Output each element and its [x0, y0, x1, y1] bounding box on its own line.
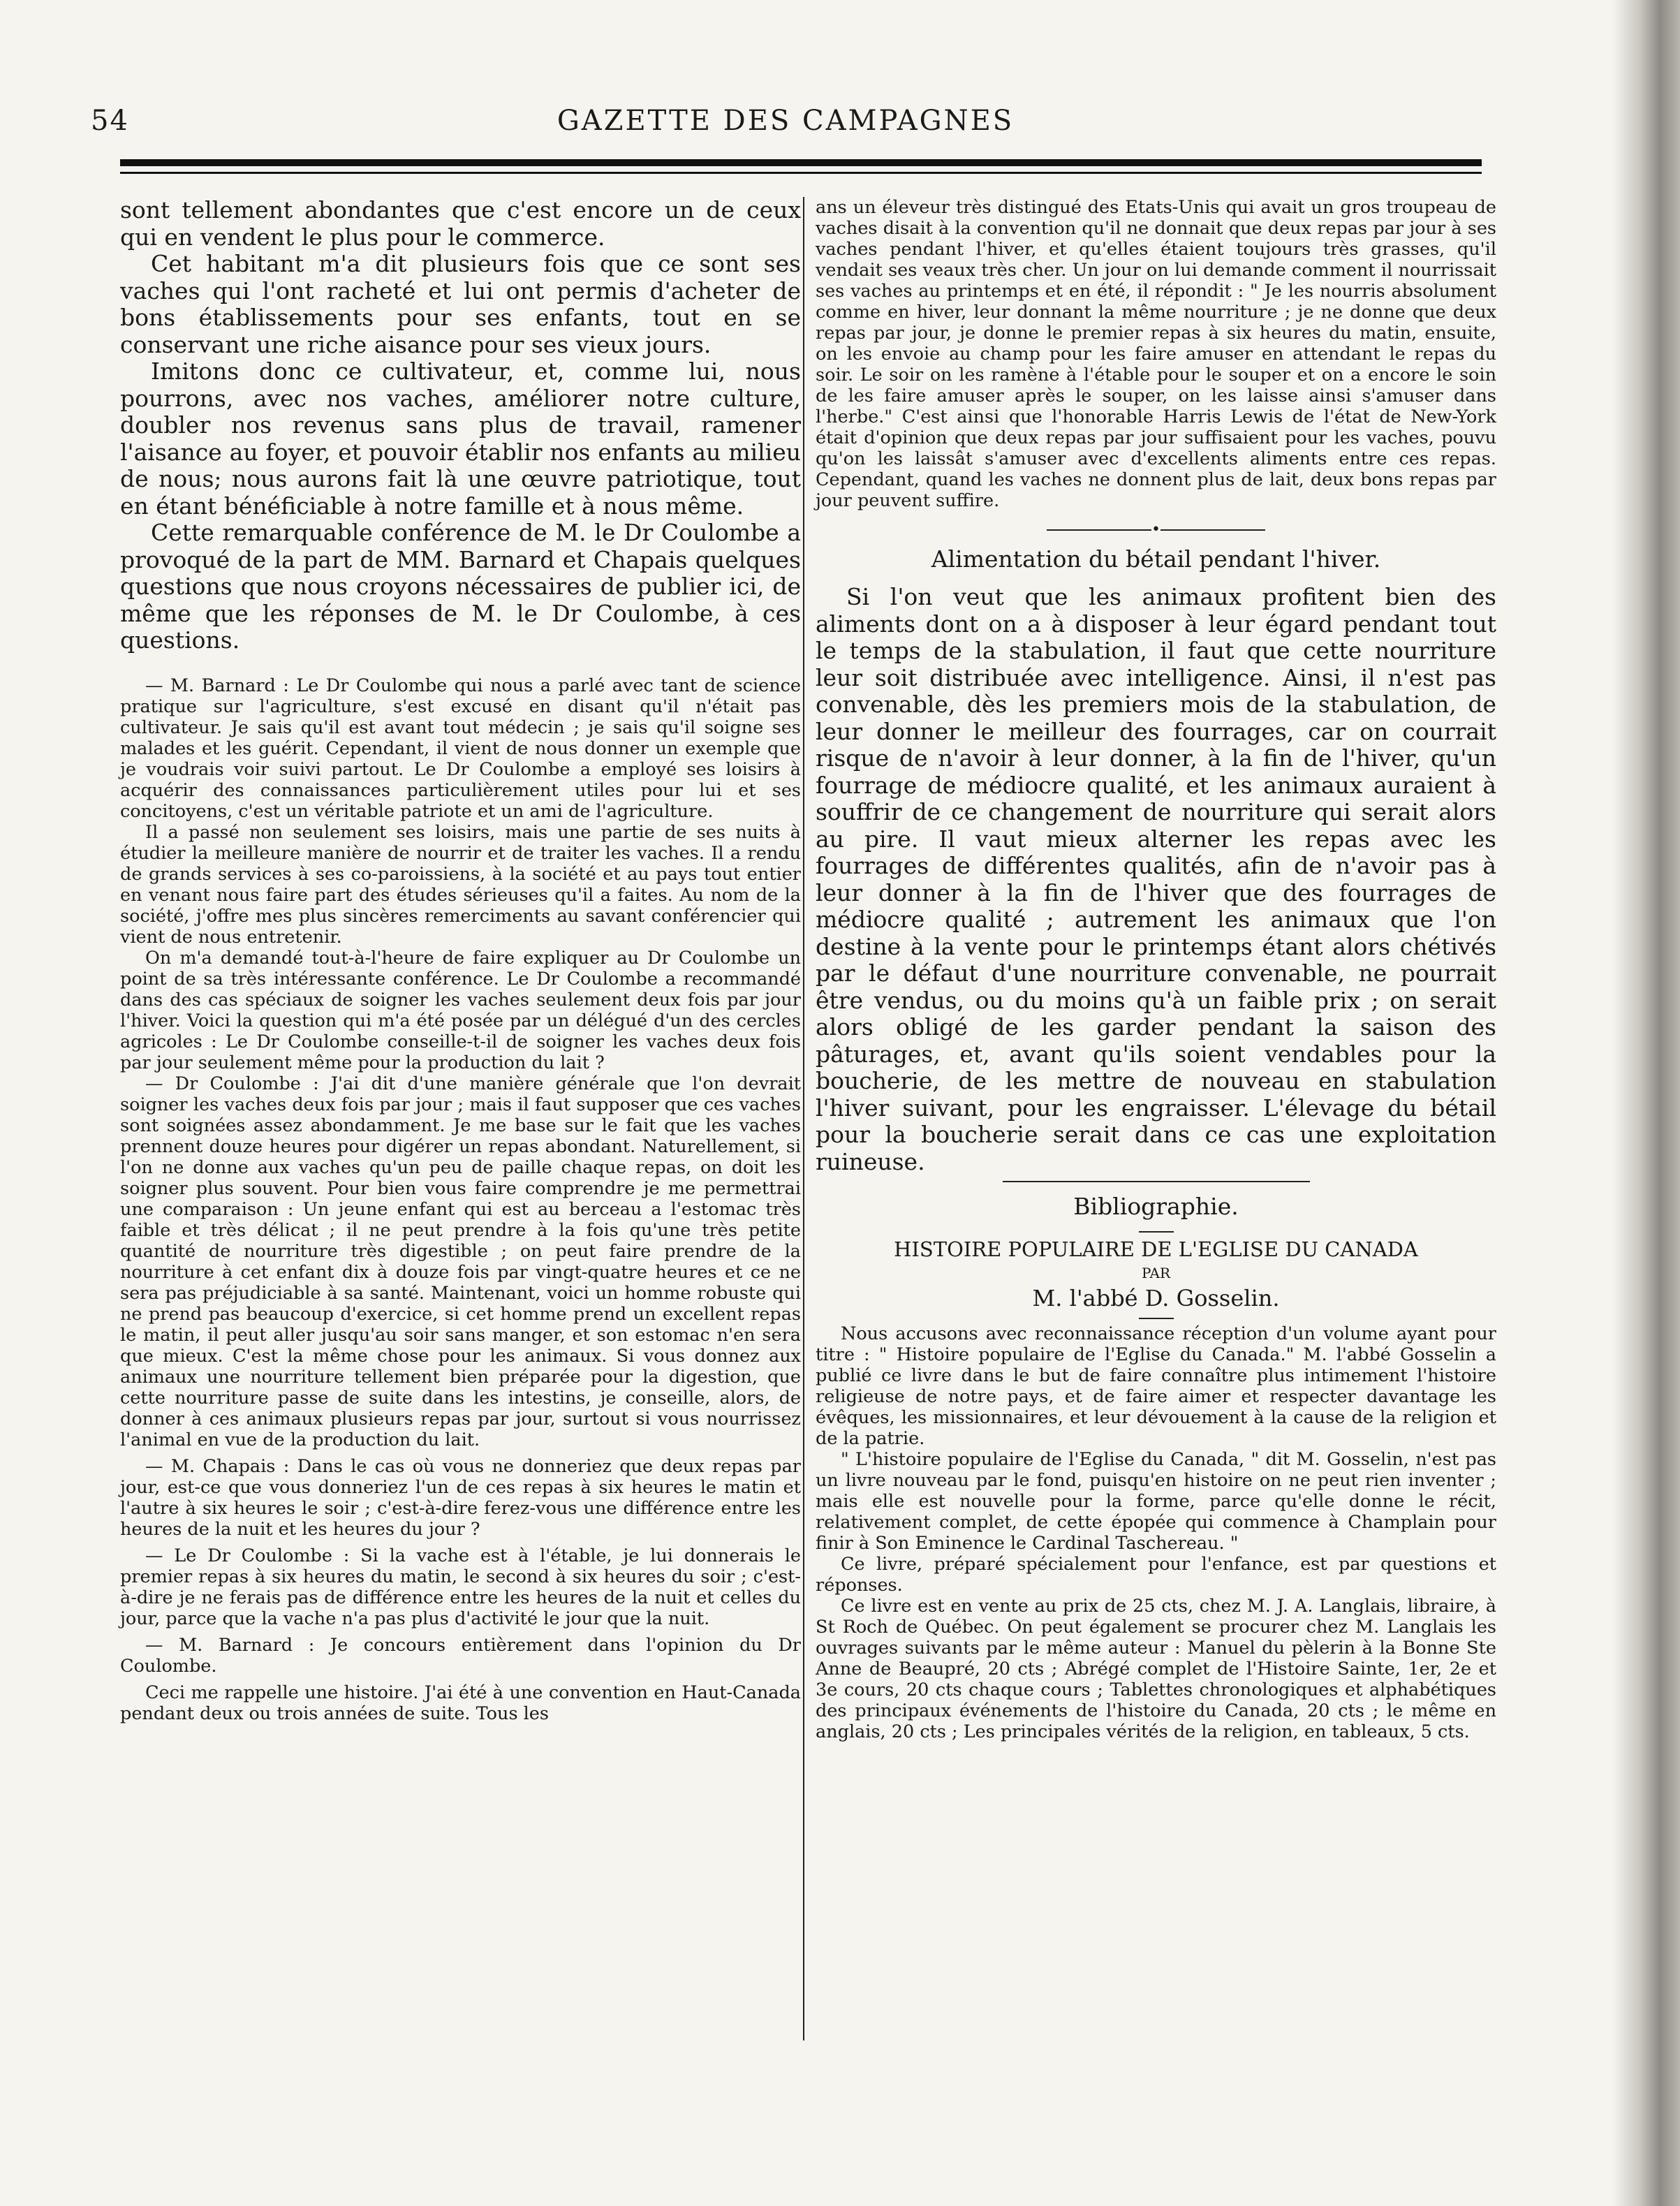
- continuation-paragraph: ans un éleveur très distingué des Etats-Unis qui avait un gros troupeau de vaches disait à la convention qu'il ne donnait que deux repas par jour à ses vaches pendant l'hiver, et qu'elles étaient toujours très grasses, qu'il vendait ses veaux très cher. Un jour on lui demande comment il nourrissait ses vaches au printemps et en été, il répondit : " Je les nourris absolument comme en hiver, leur donnant la même nourriture ; je ne donne que deux repas par jour, je donne le premier repas à six heures du matin, ensuite, on les envoie au champ pour les faire amuser en attendant le repas du soir. Le soir on les ramène à l'étable pour le souper et on a encore le soin de les faire amuser après le souper, on les laisse ainsi s'amuser dans l'herbe." C'est ainsi que l'honorable Harris Lewis de l'état de New-York était d'opinion que deux repas par jour suffisaient pour les vaches, pouvu qu'on les laissât s'amuser avec d'excellents aliments entre ces repas. Cependant, quand les vaches ne donnent plus de lait, deux bons repas par jour peuvent suffire.: [816, 197, 1496, 511]
- bibliography-paragraph: Ce livre, préparé spécialement pour l'enfance, est par questions et réponses.: [816, 1554, 1496, 1596]
- dialogue-paragraph: On m'a demandé tout-à-l'heure de faire expliquer au Dr Coulombe un point de sa très intéressante conférence. Le Dr Coulombe a recommandé dans des cas spéciaux de soigner les vaches seulement deux fois par jour l'hiver. Voici la question qui m'a été posée par un délégué d'un des cercles agricoles : Le Dr Coulombe conseille-t-il de soigner les vaches deux fois par jour seulement même pour la production du lait ?: [120, 947, 801, 1073]
- left-paragraph: Cet habitant m'a dit plusieurs fois que ce sont ses vaches qui l'ont racheté et lui ont permis d'acheter de bons établissements pour ses enfants, tout en se conservant une riche aisance pour ses vieux jours.: [120, 250, 801, 358]
- left-paragraph: sont tellement abondantes que c'est encore un de ceux qui en vendent le plus pour le commerce.: [120, 196, 801, 251]
- short-rule: [1139, 1318, 1174, 1319]
- left-column: [120, 197, 801, 1724]
- section-separator: •: [816, 520, 1496, 541]
- dialogue-paragraph: — M. Chapais : Dans le cas où vous ne donneriez que deux repas par jour, est-ce que vous donneriez l'un de ces repas à six heures le matin et l'autre à six heures le soir ; c'est-à-dire ferez-vous une différence entre les heures de la nuit et les heures du jour ?: [120, 1455, 801, 1540]
- spacer: [120, 1450, 801, 1456]
- column-divider: [803, 197, 804, 2040]
- spacer: [120, 654, 801, 675]
- spacer: [120, 1629, 801, 1635]
- dialogue-paragraph: Ceci me rappelle une histoire. J'ai été à une convention en Haut-Canada pendant deux ou trois années de suite. Tous les: [120, 1682, 801, 1724]
- bibliography-heading: Bibliographie.: [1073, 1193, 1239, 1220]
- running-head: [91, 98, 1480, 147]
- section-rule: [1003, 1181, 1310, 1182]
- section-body: Si l'on veut que les animaux profitent bien des aliments dont on a à disposer à leur égard pendant tout le temps de la stabulation, il faut que cette nourriture leur soit distribuée avec intelligence. Ainsi, il n'est pas convenable, dès les premiers mois de la stabulation, de leur donner le meilleur des fourrages, car on courrait risque de n'avoir à leur donner, à la fin de l'hiver, qu'un fourrage de médiocre qualité, et les animaux auraient à souffrir de ce changement de nourriture qui serait alors au pire. Il vaut mieux alterner les repas avec les fourrages de différentes qualités, afin de n'avoir pas à leur donner à la fin de l'hiver que des fourrages de médiocre qualité ; autrement les animaux que l'on destine à la vente pour le printemps étant alors chétivés par le défaut d'une nourriture convenable, ne pourrait être vendus, ou du moins qu'à un faible prix ; on serait alors obligé de les garder pendant la saison des pâturages, et, avant qu'ils soient vendables pour la boucherie, de les mettre de nouveau en stabulation l'hiver suivant, pour les engraisser. L'élevage du bétail pour la boucherie serait dans ce cas une exploitation ruineuse.: [816, 583, 1496, 1175]
- section-heading: Alimentation du bétail pendant l'hiver.: [931, 545, 1381, 573]
- dialogue-paragraph: — M. Barnard : Le Dr Coulombe qui nous a parlé avec tant de science pratique sur l'agriculture, s'est excusé en disant qu'il n'était pas cultivateur. Je sais qu'il est avant tout médecin ; je sais qu'il soigne ses malades et les guérit. Cependant, il vient de nous donner un exemple que je voudrais voir suivi partout. Le Dr Coulombe a employé ses loisirs à acquérir des connaissances particulièrement utiles pour lui et ses concitoyens, c'est un véritable patriote et un ami de l'agriculture.: [120, 675, 801, 822]
- header-rule-thin: [120, 172, 1482, 174]
- scan-margin: [1613, 0, 1680, 2206]
- dialogue-paragraph: Il a passé non seulement ses loisirs, mais une partie de ses nuits à étudier la meilleure manière de nourrir et de traiter les vaches. Il a rendu de grands services à ses co-paroissiens, à la société et au pays tout entier en venant nous faire part des études sérieuses qu'il a faites. Au nom de la société, j'offre mes plus sincères remerciments au savant conférencier qui vient de nous entretenir.: [120, 821, 801, 948]
- book-title: HISTOIRE POPULAIRE DE L'EGLISE DU CANADA: [894, 1237, 1418, 1261]
- bibliography-paragraph: Nous accusons avec reconnaissance réception d'un volume ayant pour titre : " Histoire populaire de l'Eglise du Canada." M. l'abbé Gosselin a publié ce livre dans le but de faire connaître plus intimement l'histoire religieuse de notre pays, et de faire aimer et respecter davantage les évêques, les missionnaires, et leur dévouement à la cause de la religion et de la patrie.: [816, 1323, 1496, 1449]
- short-rule: [1139, 1231, 1174, 1233]
- right-column: [816, 197, 1496, 1742]
- book-par: PAR: [1141, 1265, 1171, 1281]
- left-paragraph: Cette remarquable conférence de M. le Dr Coulombe a provoqué de la part de MM. Barnard et Chapais quelques questions que nous croyons nécessaires de publier ici, de même que les réponses de M. le Dr Coulombe, à ces questions.: [120, 519, 801, 654]
- book-author: M. l'abbé D. Gosselin.: [1032, 1285, 1280, 1311]
- dialogue-paragraph: — Le Dr Coulombe : Si la vache est à l'étable, je lui donnerais le premier repas à six heures du matin, le second à six heures du soir ; c'est-à-dire je ne ferais pas de différence entre les heures de la nuit et celles du jour, parce que la vache n'a pas plus d'activité le jour que la nuit.: [120, 1545, 801, 1629]
- spacer: [120, 1540, 801, 1545]
- bibliography-paragraph: " L'histoire populaire de l'Eglise du Canada, " dit M. Gosselin, n'est pas un livre nouveau par le fond, puisqu'en histoire on ne peut rien inventer ; mais elle est nouvelle pour la forme, parce qu'elle donne le récit, relativement complet, de cette épopée qui commence à Champlain pour finir à Son Eminence le Cardinal Taschereau. ": [816, 1449, 1496, 1554]
- journal-title: GAZETTE DES CAMPAGNES: [557, 105, 1015, 137]
- dialogue-paragraph: — Dr Coulombe : J'ai dit d'une manière générale que l'on devrait soigner les vaches deux fois par jour ; mais il faut supposer que ces vaches sont soignées assez abondamment. Je me base sur le fait que les vaches prennent douze heures pour digérer un repas abondant. Naturellement, si l'on ne donne aux vaches qu'un peu de paille chaque repas, on doit les soigner plus souvent. Pour bien vous faire comprendre je me permettrai une comparaison : Un jeune enfant qui est au berceau a l'estomac très faible et très délicat ; il ne peut prendre à la fois qu'une très petite quantité de nourriture très digestible ; on peut faire prendre de la nourriture à cet enfant dix à douze fois par vingt-quatre heures et ce ne sera pas préjudiciable à sa santé. Maintenant, voici un homme robuste qui ne prend pas beaucoup d'exercice, si cet homme prend un excellent repas le matin, il peut aller jusqu'au soir sans manger, et son estomac n'en sera que mieux. C'est la même chose pour les animaux. Si vous donnez aux animaux une nourriture tellement bien préparée pour la digestion, que cette nourriture passe de suite dans les intestins, je conseille, alors, de donner à ces animaux plusieurs repas par jour, surtout si vous nourrissez l'animal en vue de la production du lait.: [120, 1073, 801, 1450]
- page-number: 54: [91, 105, 129, 137]
- left-paragraph: Imitons donc ce cultivateur, et, comme lui, nous pourrons, avec nos vaches, améliorer notre culture, doubler nos revenus sans plus de travail, ramener l'aisance au foyer, et pouvoir établir nos enfants au milieu de nous; nous aurons fait là une œuvre patriotique, tout en étant bénéficiable à notre famille et à nous même.: [120, 358, 801, 520]
- spacer: [120, 1677, 801, 1682]
- bibliography-paragraph: Ce livre est en vente au prix de 25 cts, chez M. J. A. Langlais, libraire, à St Roch de Québec. On peut également se procurer chez M. Langlais les ouvrages suivants par le même auteur : Manuel du pèlerin à la Bonne Ste Anne de Beaupré, 20 cts ; Abrégé complet de l'Histoire Sainte, 1er, 2e et 3e cours, 20 cts chaque cours ; Tablettes chronologiques et alphabétiques des principaux événements de l'histoire du Canada, 20 cts ; le même en anglais, 20 cts ; Les principales vérités de la religion, en tableaux, 5 cts.: [816, 1596, 1496, 1742]
- dialogue-paragraph: — M. Barnard : Je concours entièrement dans l'opinion du Dr Coulombe.: [120, 1634, 801, 1677]
- header-rule-thick: [120, 159, 1482, 166]
